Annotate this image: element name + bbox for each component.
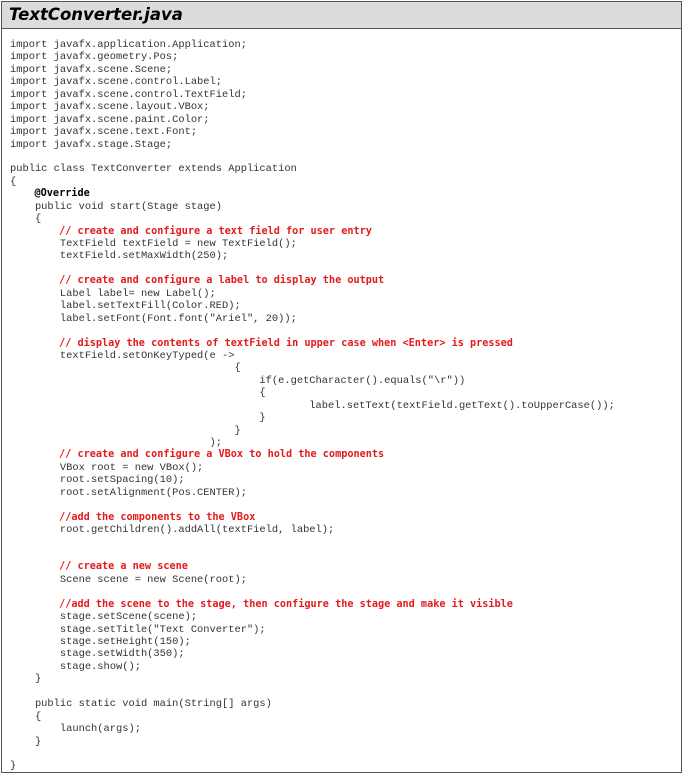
code-text: { — [10, 710, 42, 723]
code-annotation: @Override — [10, 188, 90, 200]
code-line — [10, 636, 677, 648]
code-line — [10, 499, 677, 511]
code-line — [10, 101, 677, 113]
code-line — [10, 64, 677, 76]
code-line — [10, 288, 677, 300]
code-text: import javafx.stage.Stage; — [10, 138, 173, 151]
code-line — [10, 151, 677, 163]
code-line — [10, 561, 677, 573]
code-line — [10, 338, 677, 350]
code-text: stage.setTitle("Text Converter"); — [10, 623, 266, 636]
code-line — [10, 362, 677, 374]
code-comment: // create and configure a VBox to hold the components — [10, 449, 385, 461]
code-line — [10, 512, 677, 524]
code-line — [10, 661, 677, 673]
code-text: label.setTextFill(Color.RED); — [10, 300, 241, 313]
code-line — [10, 425, 677, 437]
code-comment: // create a new scene — [10, 561, 188, 573]
code-line — [10, 51, 677, 63]
code-line — [10, 375, 677, 387]
code-text: import javafx.scene.paint.Color; — [10, 113, 210, 126]
code-line — [10, 213, 677, 225]
code-text: public void start(Stage stage) — [10, 200, 223, 213]
code-text: { — [10, 362, 241, 375]
code-text: root.setSpacing(10); — [10, 474, 185, 487]
code-text: } — [10, 412, 266, 425]
listing-title: TextConverter.java — [2, 2, 681, 29]
code-line — [10, 462, 677, 474]
code-text: import javafx.scene.text.Font; — [10, 126, 198, 139]
code-text: import javafx.scene.layout.VBox; — [10, 101, 210, 114]
code-line — [10, 698, 677, 710]
code-line — [10, 723, 677, 735]
code-text: VBox root = new VBox(); — [10, 461, 204, 474]
code-text: label.setFont(Font.font("Ariel", 20)); — [10, 312, 297, 325]
code-line — [10, 537, 677, 549]
code-text: } — [10, 424, 241, 437]
code-line — [10, 673, 677, 685]
code-text: { — [10, 213, 42, 226]
code-text: TextField textField = new TextField(); — [10, 238, 297, 250]
code-line — [10, 387, 677, 399]
code-line — [10, 39, 677, 51]
code-listing-frame — [1, 1, 682, 773]
code-text: public static void main(String[] args) — [10, 698, 272, 711]
code-comment: // create and configure a text field for user entry — [10, 225, 372, 237]
code-text: ); — [10, 437, 223, 449]
code-text: import javafx.scene.control.TextField; — [10, 88, 247, 101]
code-text: { — [10, 175, 17, 188]
code-line — [10, 412, 677, 424]
code-text: stage.show(); — [10, 660, 141, 673]
code-comment: //add the components to the VBox — [10, 511, 256, 523]
code-line — [10, 176, 677, 188]
code-text: if(e.getCharacter().equals("\r")) — [10, 374, 466, 387]
code-line — [10, 574, 677, 586]
code-line — [10, 400, 677, 412]
code-line — [10, 300, 677, 312]
code-comment: //add the scene to the stage, then configure the stage and make it visible — [10, 598, 513, 610]
code-block — [10, 39, 677, 773]
code-line — [10, 89, 677, 101]
code-text: } — [10, 673, 42, 686]
code-line — [10, 599, 677, 611]
code-line — [10, 313, 677, 325]
code-line — [10, 611, 677, 623]
code-line — [10, 474, 677, 486]
code-line — [10, 586, 677, 598]
code-text: { — [10, 387, 266, 400]
code-line — [10, 76, 677, 88]
code-text: textField.setMaxWidth(250); — [10, 250, 229, 263]
code-line — [10, 648, 677, 660]
code-text: Label label= new Label(); — [10, 287, 216, 300]
code-line — [10, 188, 677, 200]
code-line — [10, 275, 677, 287]
code-line — [10, 549, 677, 561]
code-line — [10, 624, 677, 636]
code-line — [10, 263, 677, 275]
code-line — [10, 114, 677, 126]
code-text: stage.setScene(scene); — [10, 611, 198, 624]
code-text: launch(args); — [10, 723, 141, 736]
code-comment: // display the contents of textField in upper case when <Enter> is pressed — [10, 337, 513, 349]
code-line — [10, 139, 677, 151]
code-text: import javafx.application.Application; — [10, 39, 247, 51]
code-line — [10, 226, 677, 238]
code-line — [10, 437, 677, 449]
code-line — [10, 250, 677, 262]
code-text: import javafx.geometry.Pos; — [10, 51, 179, 64]
code-line — [10, 686, 677, 698]
code-line — [10, 201, 677, 213]
code-text: } — [10, 735, 42, 748]
code-line — [10, 487, 677, 499]
code-text: public class TextConverter extends Application — [10, 163, 297, 176]
code-comment: // create and configure a label to display the output — [10, 275, 385, 287]
code-line — [10, 163, 677, 175]
code-text: import javafx.scene.Scene; — [10, 63, 173, 76]
code-text: root.getChildren().addAll(textField, label); — [10, 524, 335, 537]
code-line — [10, 711, 677, 723]
code-line — [10, 449, 677, 461]
code-text: import javafx.scene.control.Label; — [10, 76, 223, 89]
code-line — [10, 524, 677, 536]
code-line — [10, 736, 677, 748]
code-line — [10, 760, 677, 772]
code-text: stage.setWidth(350); — [10, 648, 185, 661]
code-text: stage.setHeight(150); — [10, 636, 191, 648]
code-text: Scene scene = new Scene(root); — [10, 573, 247, 586]
code-line — [10, 748, 677, 760]
code-text: } — [10, 760, 17, 773]
code-text: root.setAlignment(Pos.CENTER); — [10, 486, 247, 499]
code-line — [10, 238, 677, 250]
code-text: textField.setOnKeyTyped(e -> — [10, 349, 235, 362]
code-text: label.setText(textField.getText().toUpperCase()); — [10, 399, 615, 412]
code-line — [10, 350, 677, 362]
code-line — [10, 325, 677, 337]
code-line — [10, 126, 677, 138]
